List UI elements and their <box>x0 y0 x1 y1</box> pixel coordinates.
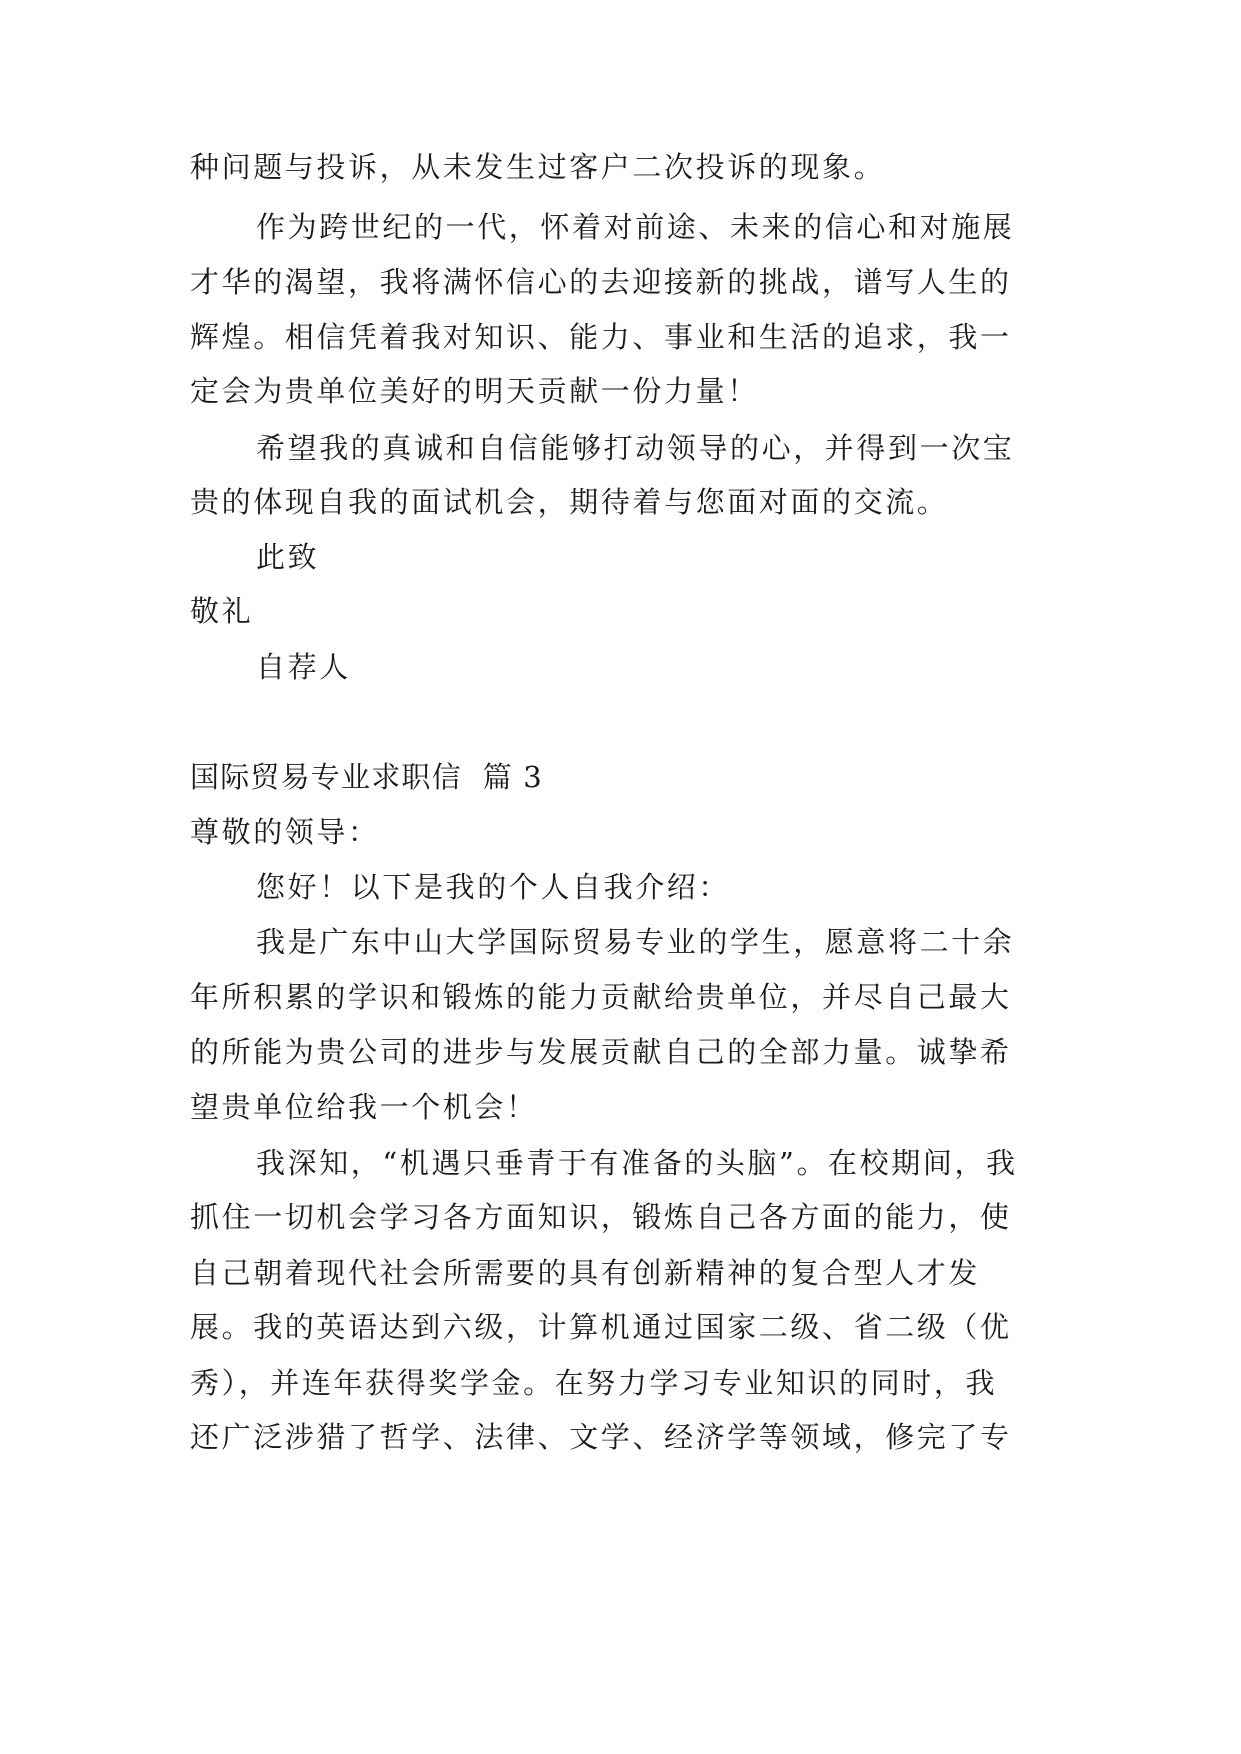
salutation-text: 此致 <box>256 540 320 574</box>
text-line: 定会为贵单位美好的明天贡献一份力量！ <box>190 374 759 408</box>
text-line: 抓住一切机会学习各方面知识，锻炼自己各方面的能力，使 <box>190 1200 1012 1234</box>
text-line: 您好！以下是我的个人自我介绍： <box>256 870 731 904</box>
text-line: 望贵单位给我一个机会！ <box>190 1090 538 1124</box>
text-line: 的所能为贵公司的进步与发展贡献自己的全部力量。诚挚希 <box>190 1035 1012 1069</box>
text-line: 我深知，“机遇只垂青于有准备的头脑”。在校期间，我 <box>256 1146 1018 1180</box>
text-line: 我是广东中山大学国际贸易专业的学生，愿意将二十余 <box>256 925 1015 959</box>
text-line: 辉煌。相信凭着我对知识、能力、事业和生活的追求，我一 <box>190 320 1012 354</box>
text-line: 作为跨世纪的一代，怀着对前途、未来的信心和对施展 <box>256 210 1015 244</box>
text-line: 还广泛涉猎了哲学、法律、文学、经济学等领域，修完了专 <box>190 1420 1012 1454</box>
section-title: 国际贸易专业求职信 篇 3 <box>190 760 543 794</box>
signature-label: 自荐人 <box>256 650 351 684</box>
text-line: 种问题与投诉，从未发生过客户二次投诉的现象。 <box>190 150 886 184</box>
greeting: 尊敬的领导： <box>190 815 380 849</box>
text-line: 展。我的英语达到六级，计算机通过国家二级、省二级（优 <box>190 1310 1012 1344</box>
text-line: 自己朝着现代社会所需要的具有创新精神的复合型人才发 <box>190 1256 981 1290</box>
text-line: 才华的渴望，我将满怀信心的去迎接新的挑战，谱写人生的 <box>190 265 1012 299</box>
text-line: 希望我的真诚和自信能够打动领导的心，并得到一次宝 <box>256 431 1015 465</box>
text-line: 秀），并连年获得奖学金。在努力学习专业知识的同时，我 <box>190 1366 998 1400</box>
salutation-text: 敬礼 <box>190 594 254 628</box>
text-line: 年所积累的学识和锻炼的能力贡献给贵单位，并尽自己最大 <box>190 980 1012 1014</box>
text-line: 贵的体现自我的面试机会，期待着与您面对面的交流。 <box>190 485 949 519</box>
